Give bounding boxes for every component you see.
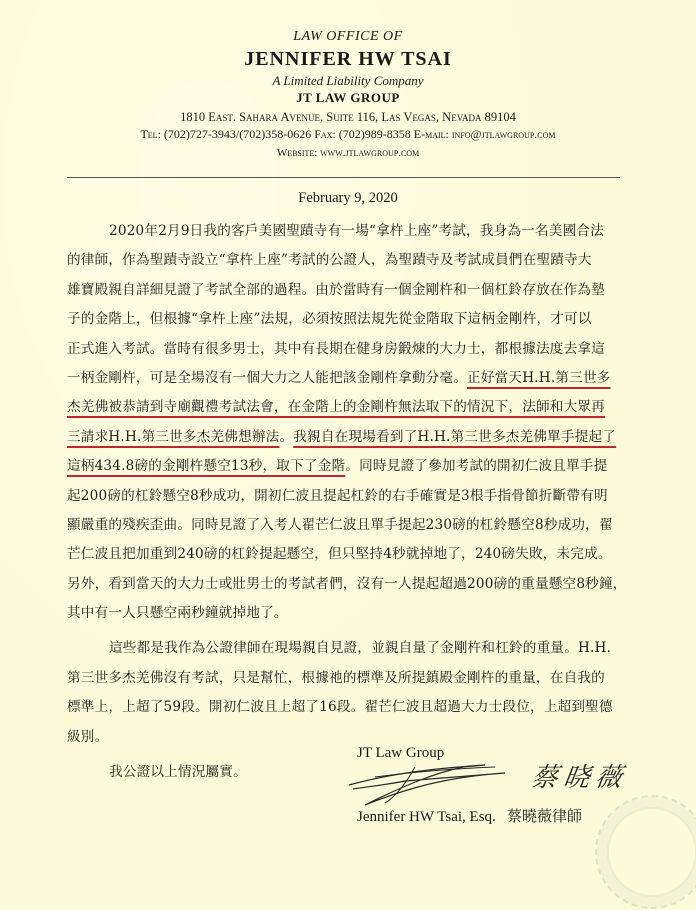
underlined-text: 我親自在現場看到了H.H.第三世多杰羌佛單手提起了 [293, 428, 617, 445]
signature-name [357, 805, 582, 826]
paragraph-1 [67, 217, 627, 628]
signature-name-en: Jennifer HW Tsai, Esq. [357, 809, 496, 825]
text-segment: 一柄金剛杵，可是全場沒有一個大力之人能把該金剛杵拿動分毫。 [67, 369, 468, 386]
underlined-text: 杰羌佛被恭請到寺廟觀禮考試法會，在金階上的金剛杵無法取下的情況下，法師和大眾再 [67, 399, 605, 416]
text-line: 級別。 [67, 728, 109, 745]
text-line: 這些都是我作為公證律師在現場親自見證，並親自量了金剛杵和杠鈴的重量。H.H. [109, 640, 612, 657]
letterhead-website: Website: www.jtlawgroup.com [276, 147, 420, 159]
text-line: 的律師，作為聖蹟寺設立“拿杵上座”考試的公證人，為聖蹟寺及考試成員們在聖蹟寺大 [67, 252, 592, 269]
text-line: 另外，看到當天的大力士或壯男士的考試者們，沒有一人提起超過200磅的重量懸空8秒鐘， [67, 575, 627, 592]
text-line: 芒仁波且把加重到240磅的杠鈴提起懸空，但只堅持4秒就掉地了，240磅失敗，未完成。 [67, 546, 612, 563]
text-line: 顯嚴重的殘疾歪曲。同時見證了入考人翟芒仁波且單手提起230磅的杠鈴懸空8秒成功，翟 [67, 516, 613, 533]
header-divider [67, 177, 620, 178]
letterhead-office-of: LAW OFFICE OF [293, 29, 403, 44]
text-line: 起200磅的杠鈴懸空8秒成功，開初仁波且提起杠鈴的右手確實是3根手指骨節折斷帶有明 [67, 487, 608, 504]
handwritten-signature-icon [345, 755, 525, 810]
text-line [67, 393, 627, 422]
signature-firm: JT Law Group [357, 745, 445, 761]
letterhead-name: JENNIFER HW TSAI [244, 48, 452, 70]
text-segment: 。 [279, 428, 294, 445]
text-line [67, 452, 627, 481]
text-segment: 。同時見證了參加考試的開初仁波且單手提 [345, 458, 608, 475]
text-line: 其中有一人只懸空兩秒鐘就掉地了。 [67, 605, 288, 622]
letterhead-contact: Tel: (702)727-3943/(702)358-0626 Fax: (702)989-8358 E-mail: info@jtlawgroup.com [140, 127, 556, 141]
text-line: 正式進入考試。當時有很多男士，其中有長期在健身房鍛煉的大力士，都根據法度去拿這 [67, 340, 605, 357]
text-line: 子的金階上，但根據“拿杵上座”法規，必須按照法規先從金階取下這柄金剛杵，才可以 [67, 311, 592, 328]
signature-name-cn: 蔡曉薇律師 [507, 809, 583, 825]
letterhead [0, 28, 696, 161]
handwritten-chinese-signature: 蔡晓薇 [529, 763, 630, 793]
underlined-text: 正好當天H.H.第三世多 [467, 369, 611, 386]
letterhead-address: 1810 East. Sahara Avenue, Suite 116, Las Vegas, Nevada 89104 [180, 110, 516, 124]
text-line: 標準上，上超了59段。開初仁波且上超了16段。翟芒仁波且超過大力士段位，上超到聖德 [67, 699, 613, 716]
letterhead-group: JT LAW GROUP [296, 90, 400, 105]
text-line: 雄寶殿親自詳細見證了考試全部的過程。由於當時有一個金剛杵和一個杠鈴存放在作為墊 [67, 281, 605, 298]
text-line: 我公證以上情況屬實。 [109, 764, 247, 781]
underlined-text: 這柄434.8磅的金剛杵懸空13秒，取下了金階 [67, 458, 346, 475]
text-line [67, 423, 627, 452]
text-line: 第三世多杰羌佛沒有考試，只是幫忙，根據祂的標準及所提鎮殿金剛杵的重量，在自我的 [67, 669, 605, 686]
letterhead-llc: A Limited Liability Company [272, 73, 424, 88]
text-line: 2020年2月9日我的客戶美國聖蹟寺有一場“拿杵上座”考試，我身為一名美國合法 [109, 223, 604, 239]
paragraph-2 [67, 634, 627, 752]
letter-date: February 9, 2020 [298, 190, 398, 206]
text-line [67, 364, 627, 393]
letter-body [67, 217, 627, 787]
underlined-text: 三請求H.H.第三世多杰羌佛想辦法 [67, 428, 280, 445]
